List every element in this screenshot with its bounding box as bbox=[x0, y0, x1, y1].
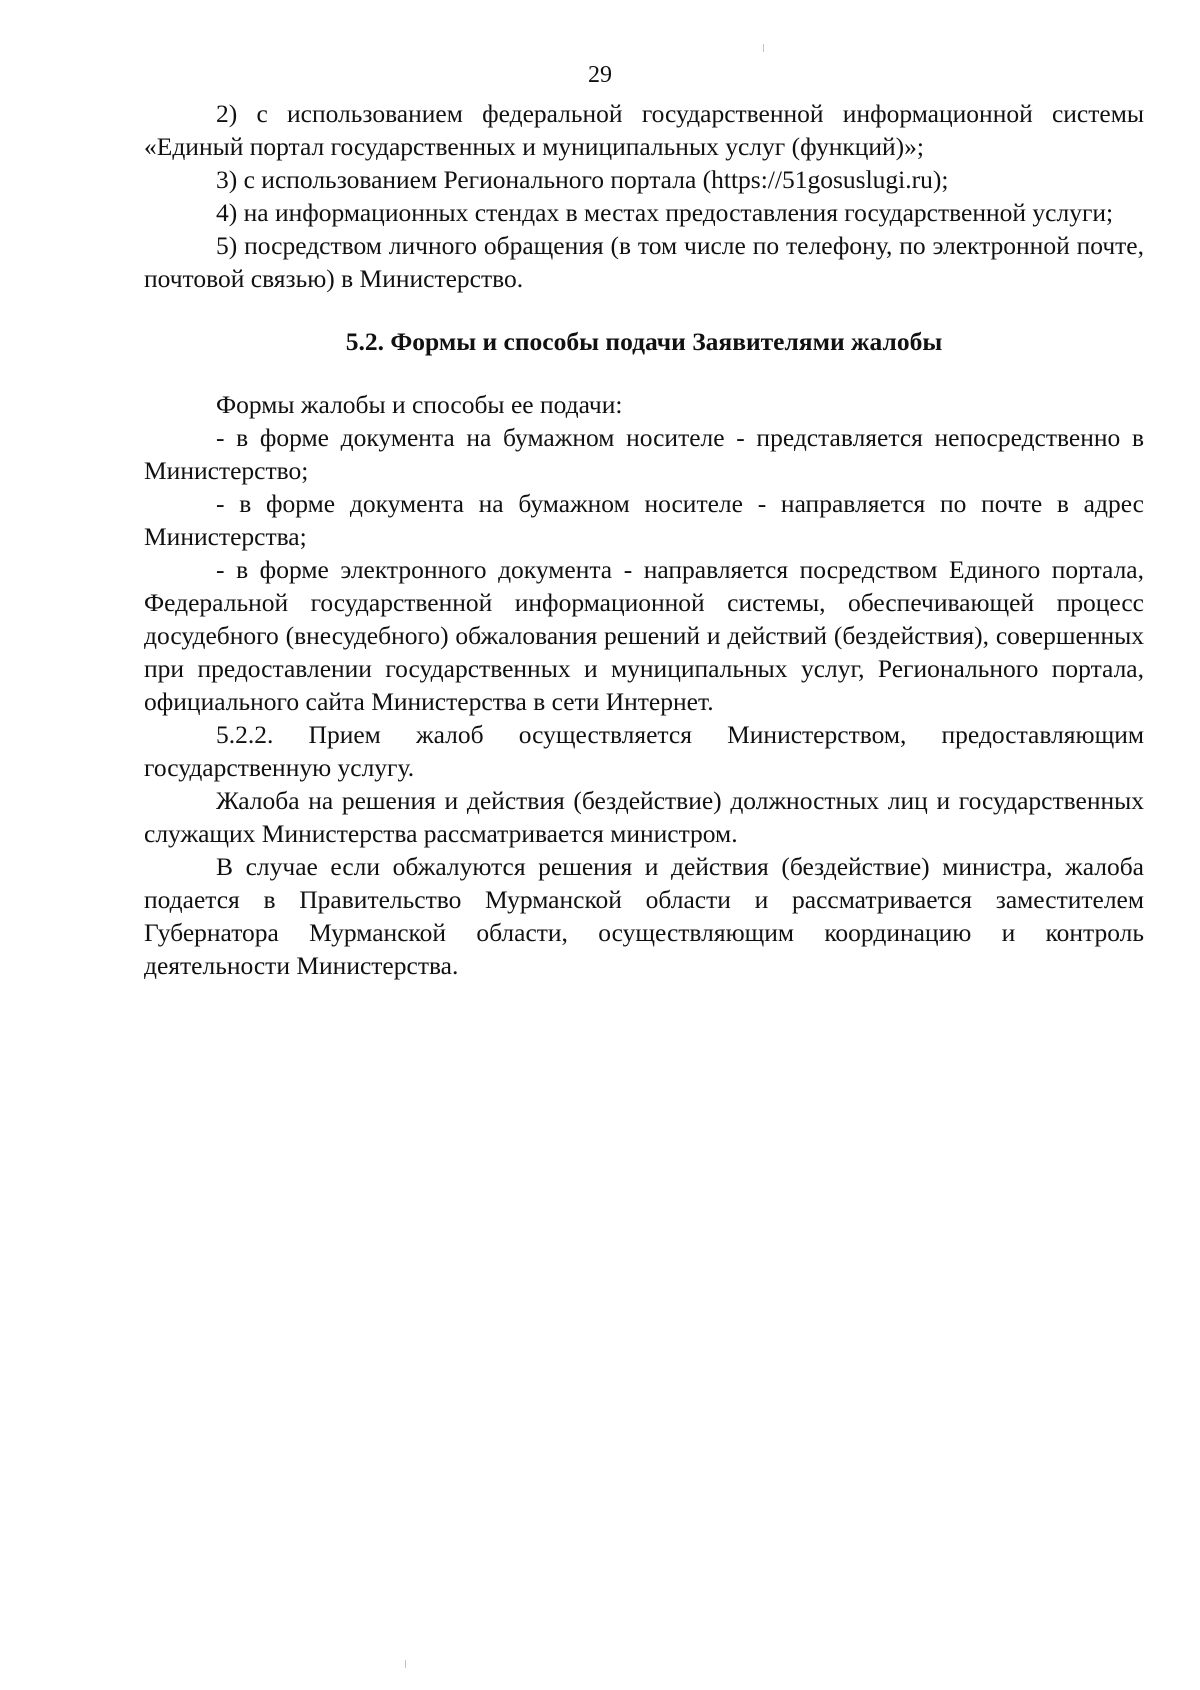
list-item-info-stands: 4) на информационных стендах в местах предоставления государственной услуги; bbox=[216, 198, 1114, 227]
list-item-personal-appeal: 5) посредством личного обращения (в том числе по телефону, по электронной почте, почтовой связью) в Министерство. bbox=[144, 231, 1144, 293]
list-item-regional-portal: 3) с использованием Регионального портала (https://51gosuslugi.ru); bbox=[216, 165, 949, 194]
complaint-form-paper-direct: - в форме документа на бумажном носителе - представляется непосредственно в Министерство; bbox=[144, 423, 1144, 485]
complaint-form-electronic: - в форме электронного документа - направляется посредством Единого портала, Федеральной государственной информационной системы, обеспечивающей процесс досудебного (внесудебного) обжалования решений и действий (бездействия), совершенных при предоставлении государственных и муниципальных услуг, Регионального портала, официального сайта Министерства в сети Интернет. bbox=[144, 555, 1144, 716]
complaint-forms-intro: Формы жалобы и способы ее подачи: bbox=[216, 390, 623, 419]
document-body bbox=[144, 97, 1144, 982]
paragraph-officials-complaint: Жалоба на решения и действия (бездействие) должностных лиц и государственных служащих Министерства рассматривается министром. bbox=[144, 786, 1144, 848]
section-heading: 5.2. Формы и способы подачи Заявителями жалобы bbox=[345, 327, 943, 356]
complaint-form-paper-mail: - в форме документа на бумажном носителе - направляется по почте в адрес Министерства; bbox=[144, 489, 1144, 551]
list-item-federal-portal: 2) с использованием федеральной государственной информационной системы «Единый портал государственных и муниципальных услуг (функций)»; bbox=[144, 99, 1144, 161]
page-number: 29 bbox=[588, 62, 612, 88]
paragraph-minister-complaint: В случае если обжалуются решения и действия (бездействие) министра, жалоба подается в Правительство Мурманской области и рассматривается заместителем Губернатора Мурманской области, осуществляющим координацию и контроль деятельности Министерства. bbox=[144, 852, 1144, 980]
scan-artifact-bottom bbox=[405, 1660, 406, 1668]
paragraph-5-2-2: 5.2.2. Прием жалоб осуществляется Министерством, предоставляющим государственную услугу. bbox=[144, 720, 1144, 782]
scan-artifact-top bbox=[763, 44, 764, 52]
